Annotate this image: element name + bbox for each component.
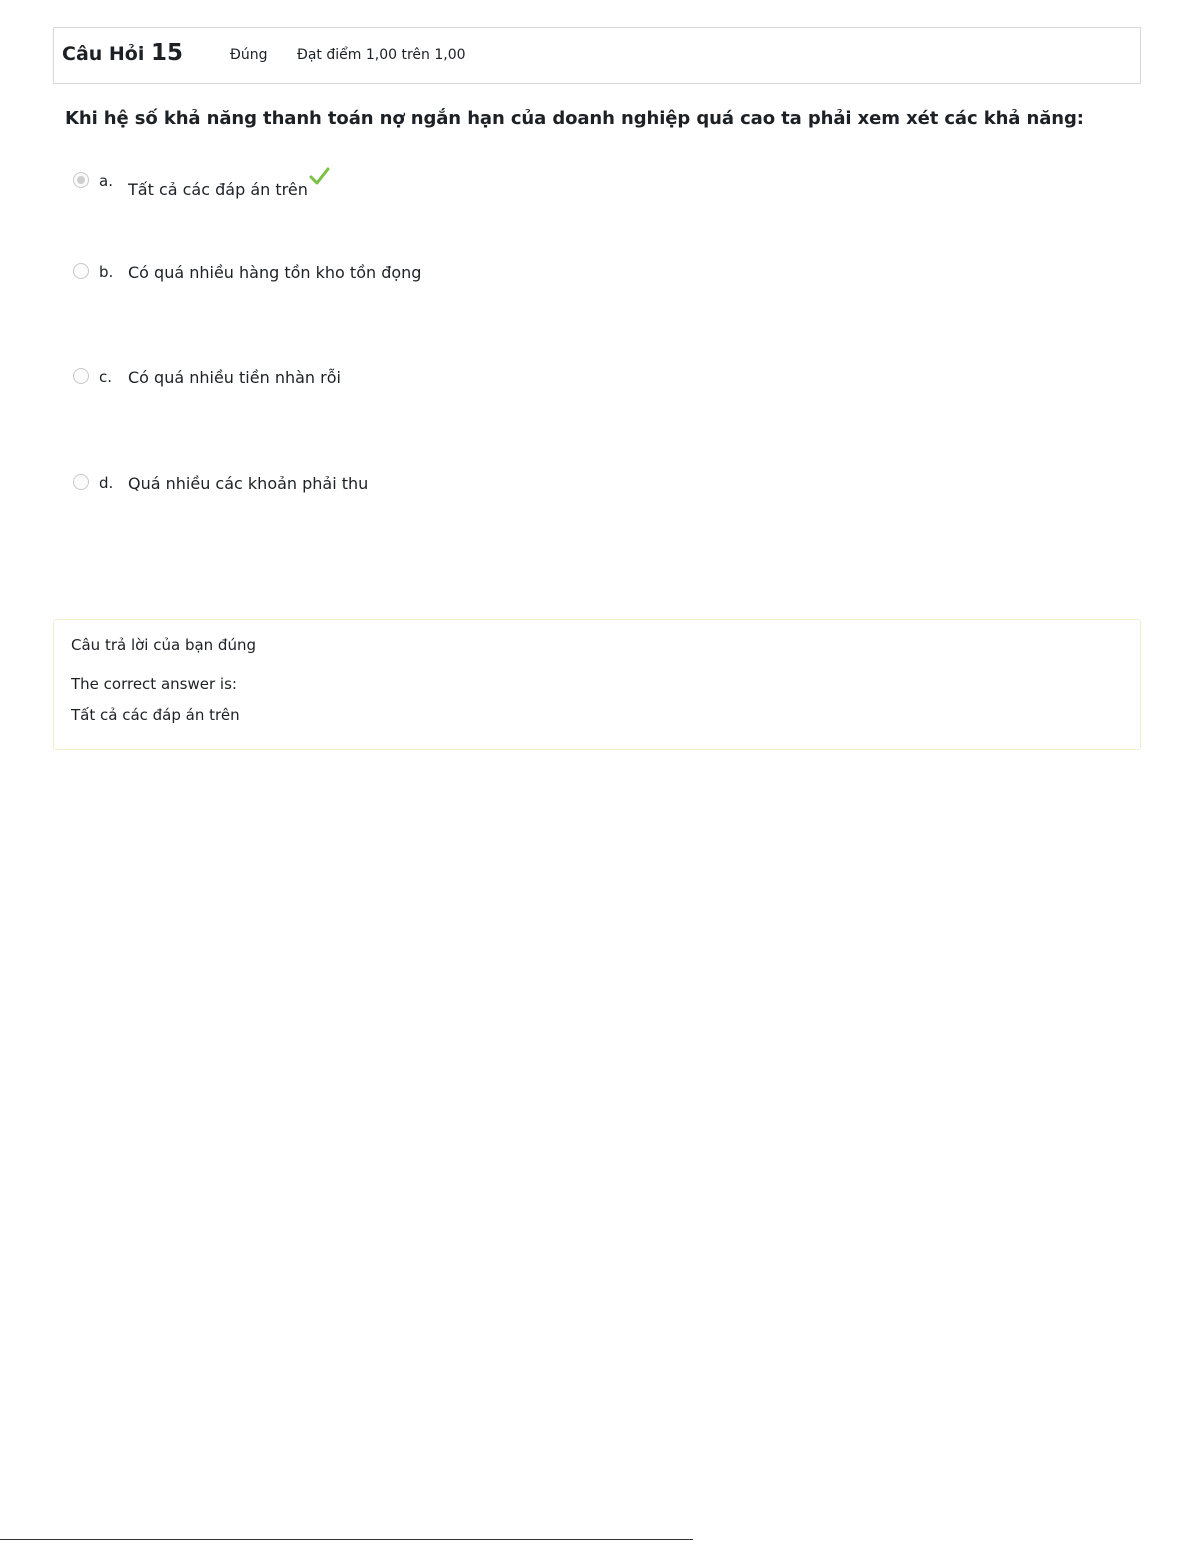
option-d-letter: d. [99, 474, 114, 492]
question-grade: Đạt điểm 1,00 trên 1,00 [297, 47, 466, 63]
question-title [62, 40, 183, 66]
correct-answer-label: The correct answer is: [71, 675, 237, 693]
option-c-letter: c. [99, 368, 113, 386]
question-number: 15 [151, 40, 184, 66]
option-d-text: Quá nhiều các khoản phải thu [128, 474, 369, 493]
option-c-radio[interactable] [73, 368, 89, 384]
question-title-prefix: Câu Hỏi [62, 43, 145, 65]
feedback-box [53, 619, 1141, 750]
option-a-label: Tất cả các đáp án trên [128, 180, 308, 199]
option-a-text [128, 180, 308, 199]
feedback-result: Câu trả lời của bạn đúng [71, 636, 256, 654]
question-text: Khi hệ số khả năng thanh toán nợ ngắn hạn của doanh nghiệp quá cao ta phải xem xét các khả năng: [65, 108, 1084, 129]
option-b-radio[interactable] [73, 263, 89, 279]
question-state: Đúng [230, 47, 268, 63]
check-icon [308, 166, 330, 188]
correct-answer-text: Tất cả các đáp án trên [71, 706, 240, 724]
option-c-text: Có quá nhiều tiền nhàn rỗi [128, 368, 341, 387]
page-divider [0, 1539, 693, 1540]
option-d-radio[interactable] [73, 474, 89, 490]
question-info-header [53, 27, 1141, 84]
option-b-text: Có quá nhiều hàng tồn kho tồn đọng [128, 263, 422, 282]
option-b-letter: b. [99, 263, 114, 281]
option-a-radio[interactable] [73, 172, 89, 188]
option-a-letter: a. [99, 172, 113, 190]
